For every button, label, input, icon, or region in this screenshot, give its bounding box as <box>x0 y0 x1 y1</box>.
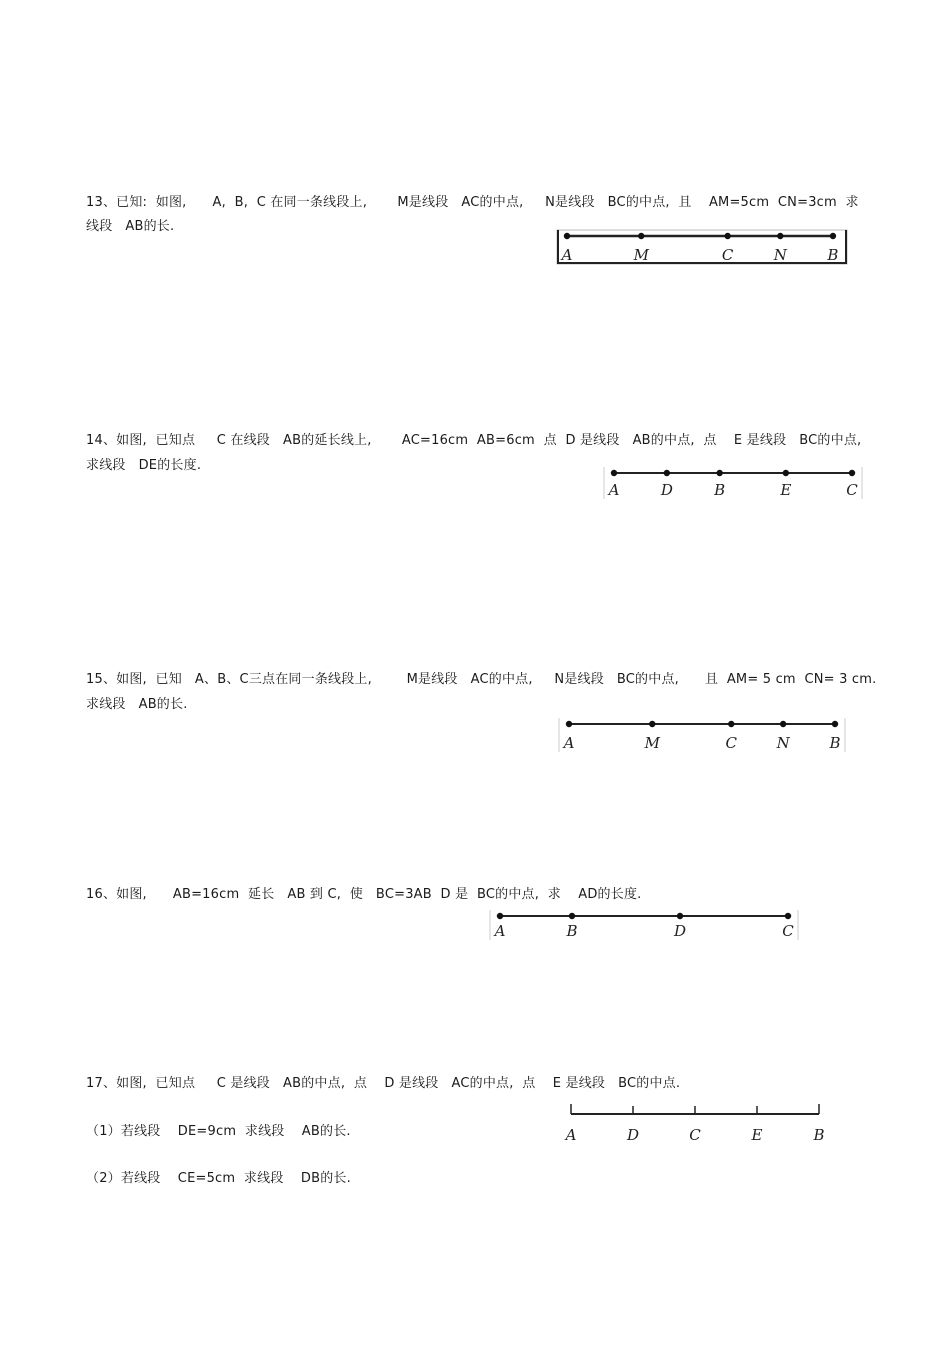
segment-point-B <box>716 470 722 476</box>
segment-point-A <box>611 470 617 476</box>
segment-point-M <box>638 233 644 239</box>
segment-point-D <box>677 913 683 919</box>
problem-14-line-2: 求线段 DE的长度. <box>86 458 202 473</box>
point-label-M: M <box>633 246 649 264</box>
segment-point-B <box>830 233 836 239</box>
problem-17-part-1: （1）若线段 DE=9cm 求线段 AB的长. <box>86 1124 351 1139</box>
segment-point-A <box>564 233 570 239</box>
segment-point-B <box>569 913 575 919</box>
point-label-E: E <box>780 481 792 499</box>
problem-15-figure <box>559 716 845 752</box>
segment-figure-svg <box>557 228 847 264</box>
point-label-C: C <box>725 734 738 752</box>
point-label-A: A <box>565 1126 577 1144</box>
point-label-B: B <box>714 481 726 499</box>
segment-point-A <box>566 721 572 727</box>
point-label-C: C <box>689 1126 701 1144</box>
problem-14-line-1: 14、如图, 已知点 C 在线段 AB的延长线上, AC=16cm AB=6cm 点 D 是线段 AB的中点, 点 E 是线段 BC的中点, <box>86 433 862 448</box>
segment-figure-svg <box>561 1100 829 1144</box>
point-label-A: A <box>608 481 620 499</box>
problem-16-figure <box>490 908 798 940</box>
point-label-B: B <box>566 922 578 940</box>
point-label-C: C <box>846 481 858 499</box>
point-label-A: A <box>563 734 575 752</box>
problem-13-line-2: 线段 AB的长. <box>86 219 175 234</box>
segment-point-N <box>777 233 783 239</box>
point-label-M: M <box>644 734 660 752</box>
segment-point-N <box>780 721 786 727</box>
problem-13-line-1: 13、已知: 如图, A, B, C 在同一条线段上, M是线段 AC的中点, N是线段 BC的中点, 且 AM=5cm CN=3cm 求 <box>86 195 859 210</box>
point-label-D: D <box>626 1126 640 1144</box>
problem-17-part-2: （2）若线段 CE=5cm 求线段 DB的长. <box>86 1171 351 1186</box>
point-label-C: C <box>782 922 794 940</box>
segment-point-E <box>783 470 789 476</box>
segment-figure-svg <box>604 465 862 499</box>
point-label-D: D <box>673 922 687 940</box>
point-label-N: N <box>773 246 787 264</box>
segment-point-M <box>649 721 655 727</box>
point-label-B: B <box>827 246 839 264</box>
point-label-D: D <box>660 481 673 499</box>
problem-17-figure <box>561 1100 829 1144</box>
segment-point-C <box>785 913 791 919</box>
problem-15-line-2: 求线段 AB的长. <box>86 697 188 712</box>
segment-point-C <box>728 721 734 727</box>
problem-15-line-1: 15、如图, 已知 A、B、C三点在同一条线段上, M是线段 AC的中点, N是线段 BC的中点, 且 AM= 5 cm CN= 3 cm. <box>86 672 877 687</box>
segment-figure-svg <box>490 908 798 940</box>
point-label-E: E <box>751 1126 763 1144</box>
problem-13-figure <box>557 228 847 264</box>
point-label-B: B <box>829 734 841 752</box>
problem-14-figure <box>604 465 862 499</box>
problem-16-line-1: 16、如图, AB=16cm 延长 AB 到 C, 使 BC=3AB D 是 BC的中点, 求 AD的长度. <box>86 887 642 902</box>
segment-point-D <box>664 470 670 476</box>
segment-figure-svg <box>559 716 845 752</box>
point-label-A: A <box>561 246 573 264</box>
segment-point-A <box>497 913 503 919</box>
point-label-N: N <box>776 734 790 752</box>
point-label-C: C <box>721 246 734 264</box>
segment-point-B <box>832 721 838 727</box>
point-label-A: A <box>494 922 506 940</box>
problem-17-line-1: 17、如图, 已知点 C 是线段 AB的中点, 点 D 是线段 AC的中点, 点 E 是线段 BC的中点. <box>86 1076 681 1091</box>
segment-point-C <box>724 233 730 239</box>
segment-point-C <box>849 470 855 476</box>
point-label-B: B <box>813 1126 825 1144</box>
